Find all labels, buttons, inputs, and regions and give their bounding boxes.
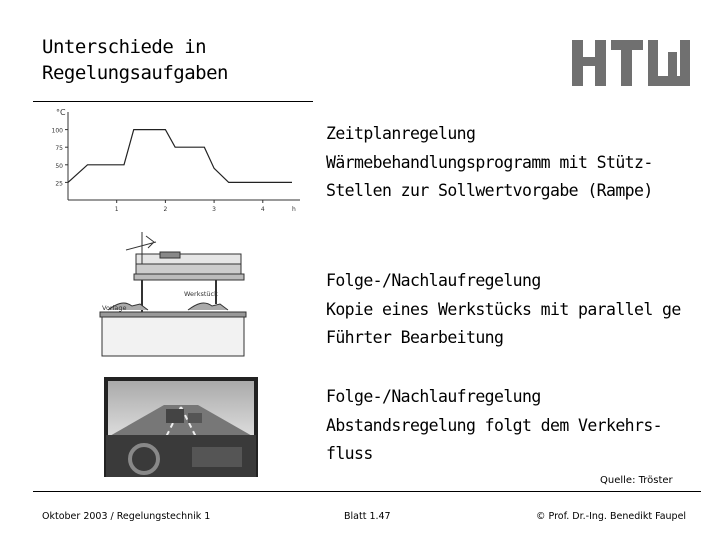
header-rule [33, 101, 313, 102]
template-label: Vorlage [102, 304, 127, 312]
title-line-2: Regelungsaufgaben [42, 62, 228, 84]
x-axis-unit-label: h [292, 206, 296, 213]
section-3-line-3: fluss [326, 444, 373, 463]
section-1-line-2: Wärmebehandlungsprogramm mit Stütz- [326, 152, 653, 172]
htw-logo [568, 38, 694, 88]
footer-left: Oktober 2003 / Regelungstechnik 1 [42, 511, 211, 522]
x-tick-label: 3 [212, 206, 217, 213]
section-2-line-3: Führter Bearbeitung [326, 328, 504, 347]
y-tick-label: 75 [55, 145, 63, 153]
y-tick-label: 25 [55, 180, 63, 188]
slide-title [42, 34, 402, 86]
road-traffic-photo [104, 377, 258, 477]
source-note: Quelle: Tröster [600, 475, 673, 486]
footer-rule [33, 491, 701, 492]
section-3-heading: Folge-/Nachlaufregelung [326, 387, 541, 406]
section-1-heading: Zeitplanregelung [326, 124, 476, 143]
copy-milling-machine-figure [96, 224, 251, 364]
x-tick-label: 1 [114, 206, 119, 213]
footer-page-number: Blatt 1.47 [344, 511, 391, 522]
title-line-1: Unterschiede in [42, 36, 207, 58]
section-3-line-2: Abstandsregelung folgt dem Verkehrs- [326, 415, 663, 435]
y-axis-unit-label: °C [56, 108, 66, 117]
section-1-line-3: Stellen zur Sollwertvorgabe (Rampe) [326, 181, 653, 200]
section-2-heading: Folge-/Nachlaufregelung [326, 271, 541, 290]
section-scheduled-control [326, 120, 706, 206]
section-2-line-2: Kopie eines Werkstücks mit parallel ge [326, 299, 681, 319]
workpiece-label: Werkstück [184, 290, 218, 298]
x-tick-label: 2 [163, 206, 168, 213]
temperature-program-chart [50, 104, 310, 216]
footer-author: © Prof. Dr.-Ing. Benedikt Faupel [536, 511, 687, 522]
y-tick-label: 50 [55, 162, 63, 170]
temperature-series-line [68, 130, 292, 183]
y-tick-label: 100 [51, 127, 63, 135]
x-tick-label: 4 [260, 206, 265, 213]
section-follow-up-control [326, 267, 706, 353]
section-distance-control [326, 383, 706, 469]
